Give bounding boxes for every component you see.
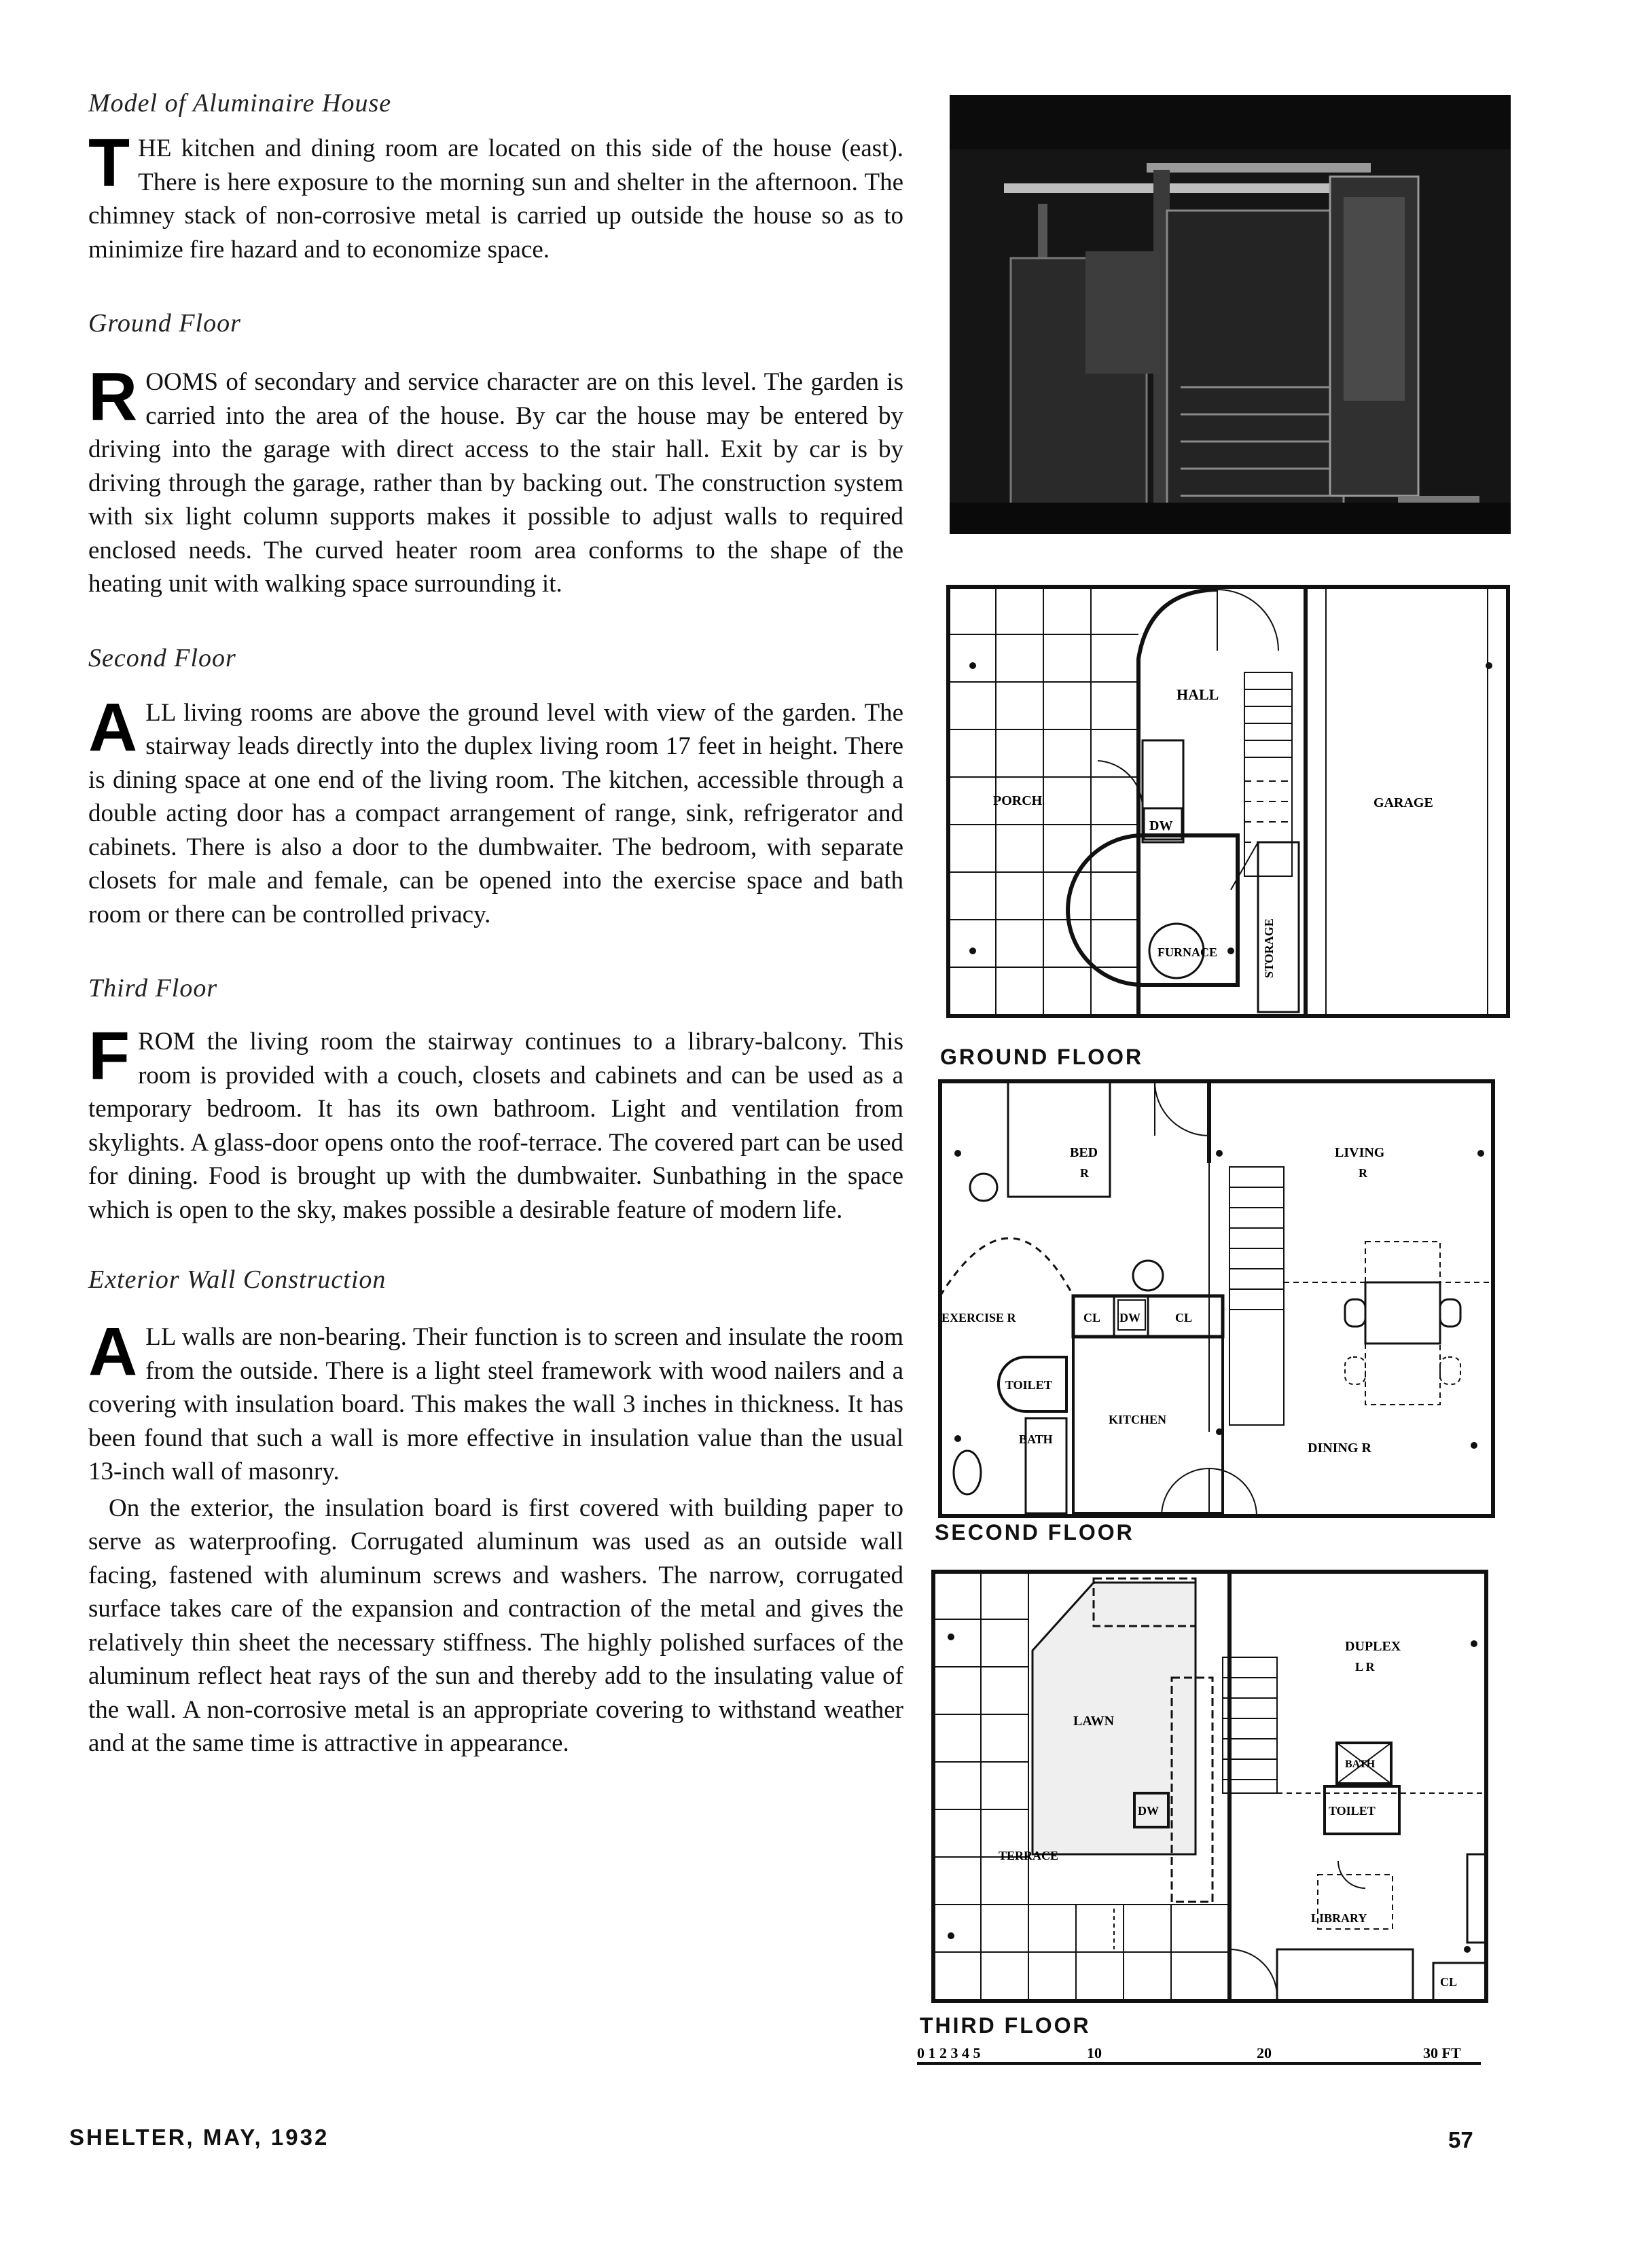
drop-cap: A bbox=[88, 1314, 138, 1390]
section-third-floor bbox=[88, 1018, 903, 1227]
caption-ground-floor: GROUND FLOOR bbox=[940, 1045, 1144, 1069]
paragraph: ROM the living room the stairway continues to a library-balcony. This room is provided with a couch, closets and cabinets and can be used as a temporary bedroom. It has its own bathroom. Light and ventilation from skylights. A glass-door opens onto the roof-terrace. The covered part can be used for dining. Food is brought up with the dumbwaiter. Sunbathing in the space which is open to the sky, makes possible a desirable feature of modern life. bbox=[88, 1028, 903, 1224]
label-living: LIVING bbox=[1335, 1145, 1385, 1160]
second-floor-plan-drawing bbox=[937, 1079, 1496, 1520]
drop-cap: F bbox=[88, 1018, 130, 1094]
scale-bar bbox=[917, 2038, 1488, 2078]
label-living-r: R bbox=[1359, 1166, 1367, 1180]
label-cl: CL bbox=[1440, 1975, 1458, 1989]
scale-ticks-small: 0 1 2 3 4 5 bbox=[917, 2044, 981, 2061]
label-furnace: FURNACE bbox=[1157, 945, 1217, 959]
drop-cap: T bbox=[88, 125, 130, 201]
scale-bar-graphic bbox=[917, 2038, 1488, 2078]
ground-floor-plan-drawing bbox=[946, 584, 1511, 1019]
caption-second-floor: SECOND FLOOR bbox=[935, 1520, 1134, 1545]
model-photo bbox=[950, 95, 1511, 534]
third-floor-plan-drawing bbox=[931, 1569, 1489, 2004]
scale-tick-30: 30 FT bbox=[1423, 2044, 1461, 2061]
label-garage: GARAGE bbox=[1373, 795, 1433, 810]
magazine-footer: SHELTER, MAY, 1932 bbox=[69, 2125, 329, 2150]
label-cl-2: CL bbox=[1175, 1311, 1193, 1324]
section-heading-ground-floor: Ground Floor bbox=[88, 309, 241, 338]
scale-tick-10: 10 bbox=[1087, 2044, 1102, 2061]
section-model bbox=[88, 125, 903, 266]
label-toilet: TOILET bbox=[1329, 1804, 1376, 1818]
section-heading-third-floor: Third Floor bbox=[88, 974, 218, 1003]
label-storage: STORAGE bbox=[1262, 918, 1276, 978]
third-floor-plan bbox=[931, 1569, 1489, 2004]
model-photo-graphic bbox=[950, 95, 1511, 534]
label-porch: PORCH bbox=[993, 793, 1043, 808]
second-floor-plan bbox=[937, 1079, 1496, 1520]
label-kitchen: KITCHEN bbox=[1109, 1413, 1167, 1426]
label-duplex: DUPLEX bbox=[1345, 1639, 1401, 1654]
label-dw: DW bbox=[1138, 1804, 1159, 1818]
ground-floor-plan bbox=[946, 584, 1511, 1019]
label-exercise: EXERCISE R bbox=[941, 1311, 1016, 1324]
paragraph: LL walls are non-bearing. Their function is to screen and insulate the room from the outside. There is a light steel framework with wood nailers and a covering with insulation board. This makes the wall 3 inches in thickness. It has been found that such a wall is more effective in insulation value than the usual 13-inch wall of masonry. bbox=[88, 1323, 903, 1485]
label-bed-r: R bbox=[1080, 1166, 1089, 1180]
drop-cap: R bbox=[88, 359, 138, 435]
paragraph: On the exterior, the insulation board is first covered with building paper to serve as waterproofing. Corrugated aluminum was used as an outside wall facing, fastened with aluminum screws and washers. The narrow, corrugated surface takes care of the expansion and contraction of the metal and gives the relatively thin sheet the necessary stiffness. The highly polished surfaces of the aluminum reflect heat rays of the sun and thereby add to the insulating value of the wall. A non-corrosive metal is an appropriate covering to withstand weather and at the same time is attractive in appearance. bbox=[88, 1494, 903, 1757]
label-duplex-lr: L R bbox=[1355, 1660, 1375, 1674]
label-cl-1: CL bbox=[1083, 1311, 1101, 1324]
label-terrace: TERRACE bbox=[999, 1849, 1059, 1862]
scale-tick-20: 20 bbox=[1257, 2044, 1272, 2061]
section-second-floor bbox=[88, 689, 903, 932]
label-bath: BATH bbox=[1019, 1432, 1053, 1446]
page-number: 57 bbox=[1448, 2127, 1473, 2152]
label-dining: DINING R bbox=[1308, 1441, 1371, 1456]
article-text-column bbox=[88, 82, 903, 1761]
section-heading-model: Model of Aluminaire House bbox=[88, 89, 392, 118]
paragraph: LL living rooms are above the ground level with view of the garden. The stairway leads directly into the duplex living room 17 feet in height. There is dining space at one end of the living room. The kitchen, accessible through a double acting door has a compact arrangement of range, sink, refrigerator and cabinets. There is also a door to the dumbwaiter. The bedroom, with separate closets for male and female, can be opened into the exercise space and bath room or there can be controlled privacy. bbox=[88, 698, 903, 928]
section-heading-exterior-wall: Exterior Wall Construction bbox=[88, 1265, 387, 1294]
label-library: LIBRARY bbox=[1311, 1911, 1367, 1925]
section-exterior-wall bbox=[88, 1314, 903, 1761]
paragraph: OOMS of secondary and service character are on this level. The garden is carried into the area of the house. By car the house may be entered by driving into the garage with direct access to the stair hall. Exit by car is by driving through the garage, rather than by backing out. The construction system with six light column supports makes it possible to adjust walls to required enclosed needs. The curved heater room area conforms to the shape of the heating unit with walking space surrounding it. bbox=[88, 368, 903, 598]
label-bed: BED bbox=[1070, 1145, 1098, 1160]
caption-third-floor: THIRD FLOOR bbox=[920, 2013, 1091, 2038]
section-ground-floor bbox=[88, 359, 903, 601]
label-bath: BATH bbox=[1345, 1758, 1376, 1770]
label-dw: DW bbox=[1119, 1311, 1141, 1324]
label-toilet: TOILET bbox=[1005, 1378, 1052, 1392]
section-heading-second-floor: Second Floor bbox=[88, 643, 236, 672]
paragraph: HE kitchen and dining room are located on this side of the house (east). There is here exposure to the morning sun and shelter in the afternoon. The chimney stack of non-corrosive metal is carried up outside the house so as to minimize fire hazard and to economize space. bbox=[88, 134, 903, 264]
label-lawn: LAWN bbox=[1073, 1714, 1115, 1729]
label-dw: DW bbox=[1149, 818, 1173, 833]
drop-cap: A bbox=[88, 689, 138, 765]
label-hall: HALL bbox=[1177, 686, 1219, 703]
